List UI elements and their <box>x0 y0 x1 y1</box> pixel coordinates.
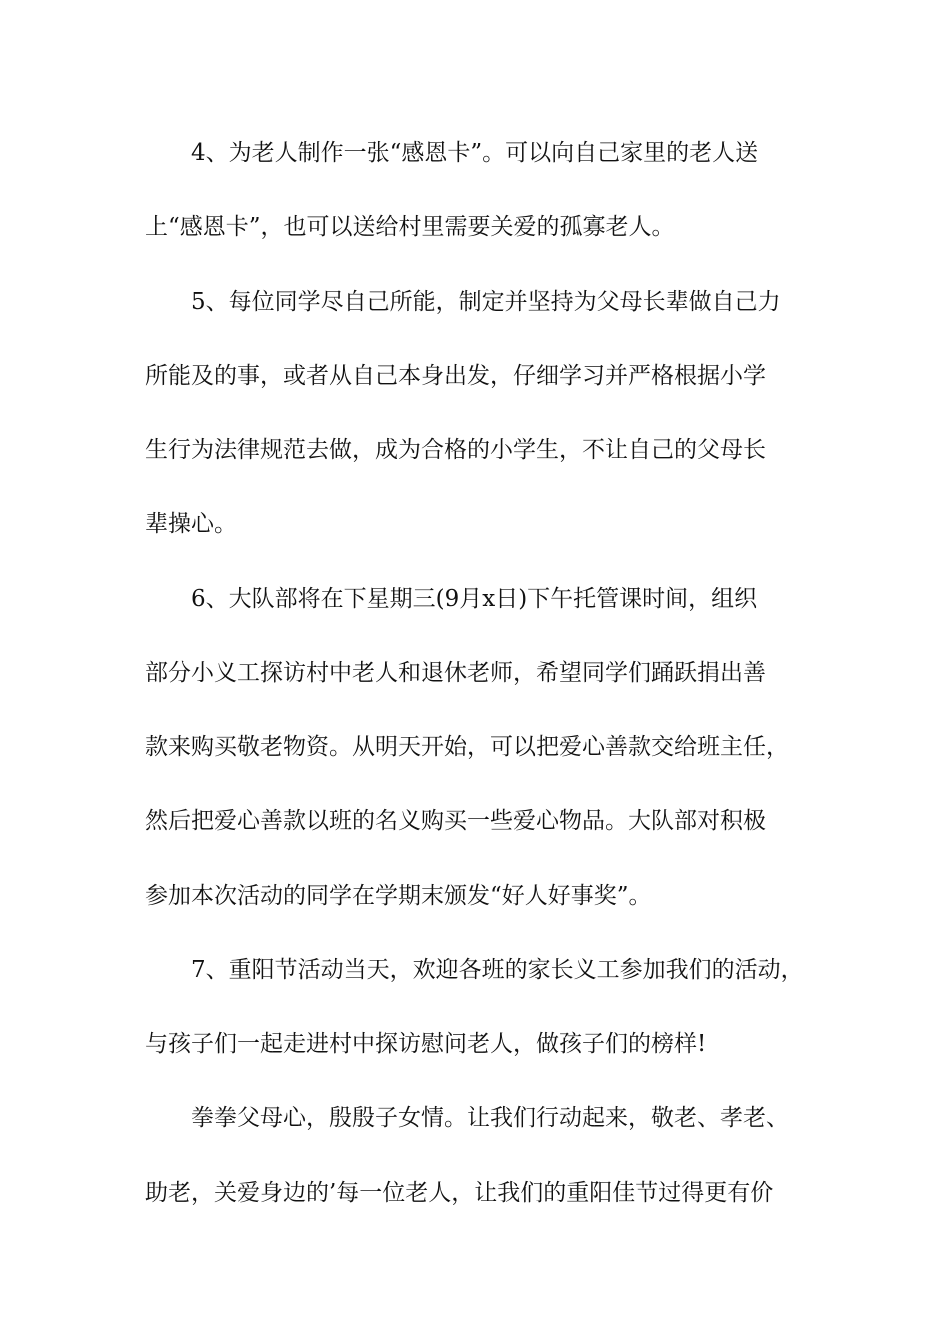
paragraph-6-line-4: 然后把爱心善款以班的名义购买一些爱心物品。大队部对积极 <box>145 808 766 834</box>
closing-paragraph-line-2: 助老，关爱身边的’每一位老人，让我们的重阳佳节过得更有价 <box>145 1180 774 1206</box>
paragraph-6-line-3: 款来购买敬老物资。从明天开始，可以把爱心善款交给班主任， <box>145 734 789 760</box>
paragraph-6-line-2: 部分小义工探访村中老人和退休老师，希望同学们踊跃捐出善 <box>145 660 766 686</box>
paragraph-5-line-1: 5、每位同学尽自己所能，制定并坚持为父母长辈做自己力 <box>191 289 781 315</box>
paragraph-6-line-1: 6、大队部将在下星期三(9月x日)下午托管课时间，组织 <box>191 586 758 612</box>
paragraph-5-line-3: 生行为法律规范去做，成为合格的小学生，不让自己的父母长 <box>145 437 766 463</box>
paragraph-6-line-5: 参加本次活动的同学在学期末颁发“好人好事奖”。 <box>145 883 652 909</box>
paragraph-4-line-2: 上“感恩卡”，也可以送给村里需要关爱的孤寡老人。 <box>145 214 675 240</box>
paragraph-7-line-1: 7、重阳节活动当天，欢迎各班的家长义工参加我们的活动， <box>191 957 804 983</box>
paragraph-7-line-2: 与孩子们一起走进村中探访慰问老人，做孩子们的榜样! <box>145 1031 707 1057</box>
paragraph-5-line-4: 辈操心。 <box>145 511 237 537</box>
paragraph-4-line-1: 4、为老人制作一张“感恩卡”。可以向自己家里的老人送 <box>191 140 759 166</box>
paragraph-5-line-2: 所能及的事，或者从自己本身出发，仔细学习并严格根据小学 <box>145 363 766 389</box>
closing-paragraph-line-1: 拳拳父母心，殷殷子女情。让我们行动起来，敬老、孝老、 <box>191 1105 789 1131</box>
